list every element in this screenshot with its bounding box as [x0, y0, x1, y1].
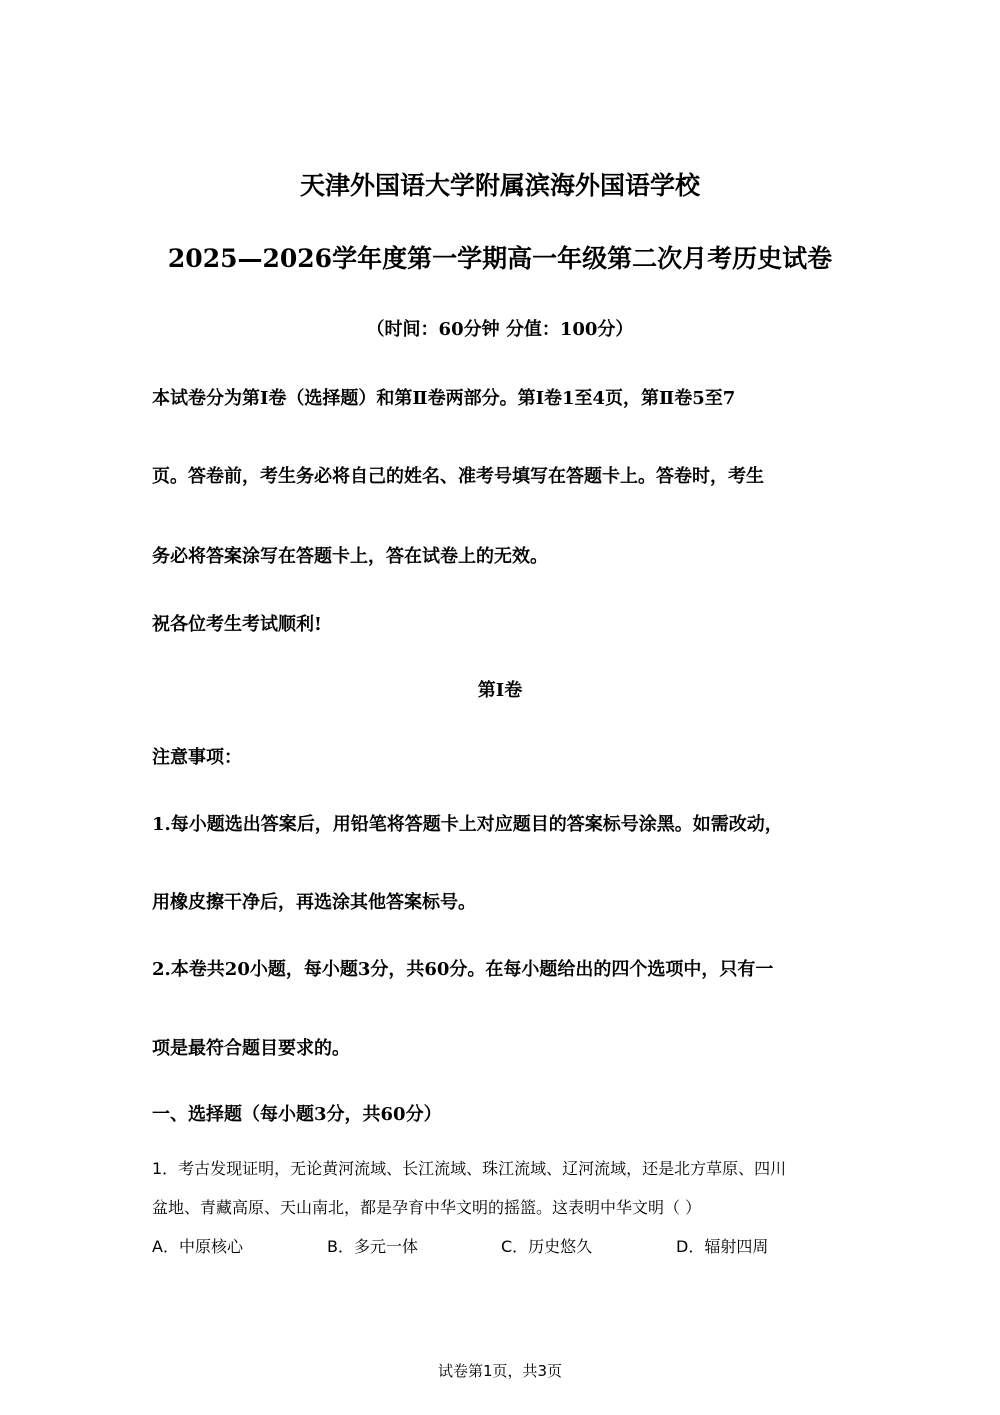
intro-line-1: 本试卷分为第Ⅰ卷（选择题）和第Ⅱ卷两部分。第Ⅰ卷1至4页，第Ⅱ卷5至7	[152, 388, 736, 409]
exam-title: 2025—2026学年度第一学期高一年级第二次月考历史试卷	[167, 244, 833, 273]
option-d: D．辐射四周	[676, 1237, 769, 1256]
option-c: C．历史悠久	[501, 1237, 593, 1256]
page-footer: 试卷第1页，共3页	[437, 1362, 563, 1380]
part-title: 一、选择题（每小题3分，共60分）	[152, 1104, 442, 1125]
option-b: B．多元一体	[327, 1237, 418, 1256]
note-1-line-1: 1.每小题选出答案后，用铅笔将答题卡上对应题目的答案标号涂黑。如需改动，	[152, 814, 783, 835]
question-1-options	[152, 1234, 852, 1256]
school-name: 天津外国语大学附属滨海外国语学校	[299, 171, 700, 200]
note-2-line-2: 项是最符合题目要求的。	[152, 1038, 350, 1059]
section-heading: 第Ⅰ卷	[477, 680, 523, 701]
intro-line-3: 务必将答案涂写在答题卡上，答在试卷上的无效。	[152, 546, 548, 567]
good-luck-text: 祝各位考生考试顺利!	[152, 614, 322, 635]
intro-line-2: 页。答卷前，考生务必将自己的姓名、准考号填写在答题卡上。答卷时，考生	[152, 466, 764, 487]
option-a: A．中原核心	[152, 1237, 243, 1256]
note-1-line-2: 用橡皮擦干净后，再选涂其他答案标号。	[152, 892, 476, 913]
notes-title: 注意事项：	[152, 747, 242, 768]
note-2-line-1: 2.本卷共20小题，每小题3分，共60分。在每小题给出的四个选项中，只有一	[152, 959, 774, 980]
question-1-line-2: 盆地、青藏高原、天山南北，都是孕育中华文明的摇篮。这表明中华文明（ ）	[152, 1198, 702, 1217]
time-score-info: （时间：60分钟 分值：100分）	[366, 319, 634, 340]
question-1-line-1: 1．考古发现证明，无论黄河流域、长江流域、珠江流域、辽河流域，还是北方草原、四川	[152, 1159, 787, 1178]
